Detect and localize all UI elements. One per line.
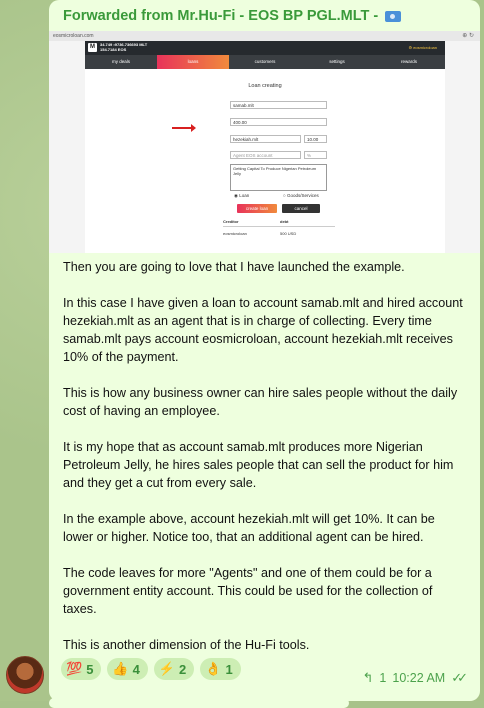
lightning-icon: ⚡ — [158, 661, 176, 676]
reaction-ok-hand[interactable] — [200, 658, 240, 680]
site-header-account: ⚙ eosmicroloan — [408, 45, 437, 50]
message-time: 10:22 AM — [392, 671, 446, 685]
message-bubble[interactable] — [49, 0, 480, 701]
message-paragraph: It is my hope that as account samab.mlt produces more Nigerian Petroleum Jelly, he hires sales people that can sell the product for him and they get a cut from every sale. — [63, 440, 454, 490]
memo-field: Getting Capital To Produce Nigerian Petroleum Jelly — [230, 164, 327, 191]
site-logo-icon: M — [90, 44, 95, 50]
reaction-count: 1 — [225, 661, 233, 677]
message-paragraph: In the example above, account hezekiah.mlt will get 10%. It can be lower or higher. Notice too, that an additional agent can be hired. — [63, 512, 435, 544]
agent-percent-field: 10.00 — [304, 135, 327, 143]
site-header — [85, 41, 445, 55]
site-nav — [85, 55, 445, 69]
table-row — [223, 227, 335, 236]
ok-hand-icon: 👌 — [205, 661, 222, 676]
browser-controls-icon: ⊕ ↻ — [462, 33, 474, 39]
create-loan-button: create loan — [237, 204, 277, 213]
forwarded-from-label: Forwarded from Mr.Hu-Fi - EOS BP PGL.MLT - — [63, 8, 379, 24]
account-line-1: 34.749 •9736.736693 MLT — [100, 42, 148, 47]
forwarded-from-header[interactable] — [63, 8, 401, 24]
message-paragraph: This is how any business owner can hire sales people without the daily cost of having an employee. — [63, 386, 458, 418]
reaction-lightning[interactable] — [154, 658, 194, 680]
browser-url: eosmicroloan.com — [53, 33, 94, 39]
radio-goods-label: Goods/Services — [286, 193, 319, 198]
double-check-icon: ✓✓ — [451, 670, 463, 685]
site-nav-loans: loans — [157, 55, 229, 69]
message-meta — [363, 670, 468, 686]
radio-loan-label: Loan — [239, 193, 250, 198]
reaction-thumbs-up[interactable] — [107, 658, 147, 680]
thumbs-up-icon: 👍 — [112, 661, 129, 676]
agent2-percent-field: % — [304, 151, 327, 159]
reply-count[interactable]: 1 — [379, 671, 387, 685]
site-nav-my-deals: my deals — [111, 59, 130, 64]
reaction-count: 4 — [132, 661, 140, 677]
site-nav-settings: settings — [329, 59, 345, 64]
message-text — [63, 258, 468, 672]
table-cell-creditor: eosmicroloan — [223, 231, 247, 236]
hundred-points-icon: 💯 — [66, 661, 83, 676]
reaction-count: 5 — [86, 661, 94, 677]
red-arrow-icon — [172, 127, 192, 129]
reaction-count: 2 — [179, 661, 187, 677]
reply-icon[interactable]: ↰ — [362, 670, 374, 685]
table-header-creditor: Creditor — [223, 219, 239, 224]
site-nav-customers: customers — [254, 59, 276, 64]
message-paragraph: The code leaves for more "Agents" and one of them could be for a government entity account. This could be used for the collection of taxes. — [63, 566, 433, 616]
site-account-info — [100, 43, 147, 52]
message-paragraph: In this case I have given a loan to account samab.mlt and hired account hezekiah.mlt as an agent that is in charge of collecting. Every time samab.mlt pays account eosmicroloan, account hezekiah.mlt receives 10% of the payment. — [63, 296, 463, 364]
loan-form-title: Loan creating — [248, 83, 282, 89]
browser-url-bar — [49, 31, 480, 41]
site-page — [85, 41, 445, 253]
message-paragraph: Then you are going to love that I have launched the example. — [63, 260, 405, 274]
amount-field: 400.00 — [230, 118, 327, 126]
debt-table — [223, 219, 335, 236]
next-message-bubble — [49, 698, 349, 708]
flag-icon — [385, 11, 401, 22]
table-cell-debt: 500 USD — [280, 231, 297, 236]
agent-field: hezekiah.mlt — [230, 135, 301, 143]
cancel-loan-button: cancel — [282, 204, 320, 213]
attached-screenshot[interactable] — [49, 31, 480, 253]
site-nav-rewards: rewards — [400, 59, 417, 64]
avatar[interactable] — [6, 656, 44, 694]
message-paragraph: This is another dimension of the Hu-Fi tools. — [63, 638, 310, 652]
reaction-hundred[interactable] — [61, 658, 101, 680]
reactions-bar — [61, 658, 241, 680]
account-line-2: 154.7184 EOS — [100, 46, 127, 52]
radio-goods: ○ Goods/Services — [283, 193, 319, 198]
table-header-debt: debt — [280, 219, 289, 224]
site-header-account-label: eosmicroloan — [413, 45, 437, 50]
agent2-field: Agent EOS account — [230, 151, 301, 159]
radio-loan: ◉ Loan — [234, 193, 250, 198]
borrower-field: samab.mlt — [230, 101, 327, 109]
